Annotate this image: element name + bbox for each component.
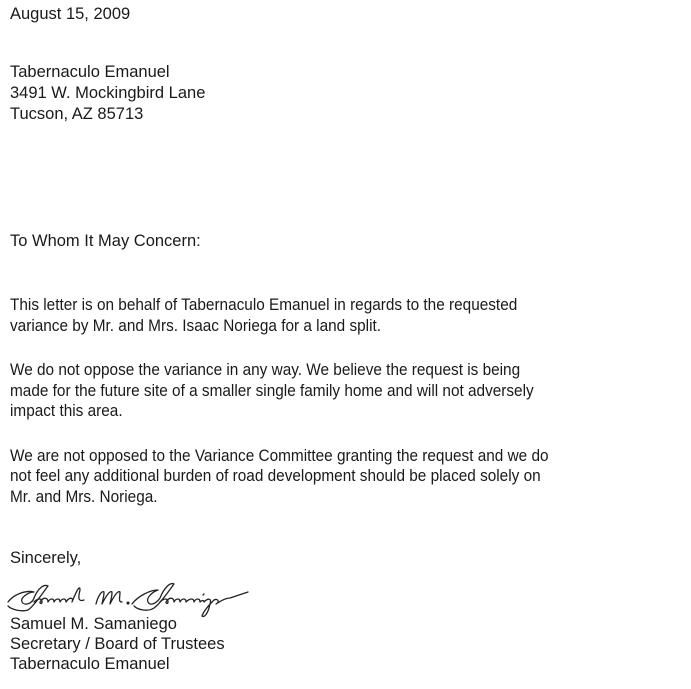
paragraph-line: This letter is on behalf of Tabernaculo Emanuel in regards to the requested: [10, 296, 518, 314]
paragraph-line: We are not opposed to the Variance Committee granting the request and we do: [10, 447, 549, 465]
letter-date: August 15, 2009: [10, 5, 131, 23]
handwritten-signature: [4, 578, 254, 618]
recipient-city-state-zip: Tucson, AZ 85713: [10, 105, 144, 123]
signer-title: Secretary / Board of Trustees: [10, 635, 225, 653]
recipient-name: Tabernaculo Emanuel: [10, 63, 170, 81]
closing: Sincerely,: [10, 549, 82, 567]
paragraph-line: variance by Mr. and Mrs. Isaac Noriega for a land split.: [10, 317, 382, 335]
paragraph-line: Mr. and Mrs. Noriega.: [10, 488, 158, 506]
paragraph-line: impact this area.: [10, 402, 123, 420]
salutation: To Whom It May Concern:: [10, 232, 201, 250]
recipient-street: 3491 W. Mockingbird Lane: [10, 84, 206, 102]
signer-organization: Tabernaculo Emanuel: [10, 655, 170, 673]
signer-name: Samuel M. Samaniego: [10, 615, 177, 633]
paragraph-line: We do not oppose the variance in any way. We believe the request is being: [10, 361, 521, 379]
paragraph-line: made for the future site of a smaller single family home and will not adversely: [10, 382, 534, 400]
paragraph-line: not feel any additional burden of road development should be placed solely on: [10, 467, 541, 485]
